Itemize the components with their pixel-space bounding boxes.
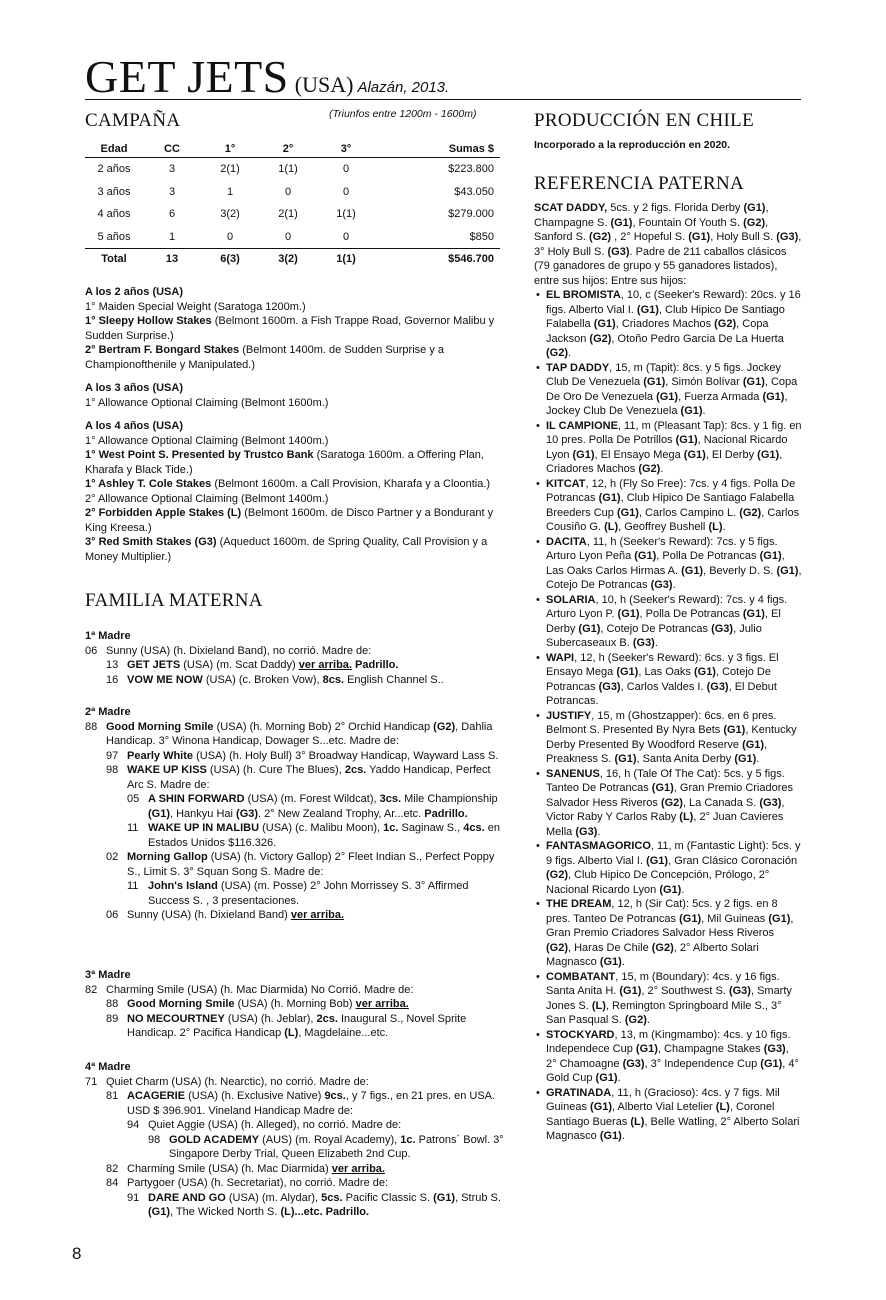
produce-entry: 06 Sunny (USA) (h. Dixieland Band) ver arriba. <box>106 909 345 921</box>
list-item: • SOLARIA, 10, h (Seeker's Reward): 7cs. y 4 figs. Arturo Lyon P. (G1), Polla De Potrancas (G1), El Derby (G1), Cotejo De Potrancas (G3), Julio Subercaseaux B. (G3). <box>536 593 788 649</box>
dam-heading: 3ª Madre <box>85 969 131 981</box>
campaign-table <box>85 140 500 269</box>
record-line: 1° Allowance Optional Claiming (Belmont 1600m.) <box>85 396 329 409</box>
table-cell: 6(3) <box>201 249 259 270</box>
table-cell: $279.000 <box>448 208 494 221</box>
horse-title <box>85 50 449 103</box>
record-line <box>85 535 500 564</box>
table-cell: 4 años <box>97 208 131 221</box>
table-cell: 0 <box>284 230 292 243</box>
produce-entry: 94 Quiet Aggie (USA) (h. Alleged), no corrió. Madre de: <box>127 1119 402 1131</box>
horse-coat-year: Alazán, 2013. <box>357 79 450 96</box>
column-header: CC <box>143 140 201 158</box>
produce-entry: 02 Morning Gallop (USA) (h. Victory Gallop) 2° Fleet Indian S., Perfect Poppy S., Limit S. 3° Squan Song S. Madre de: <box>106 851 495 878</box>
table-header-row <box>85 140 500 158</box>
sire-progeny-list <box>534 288 802 1144</box>
table-cell: 2(1) <box>278 208 298 221</box>
race-detail: (Belmont 1600m. a Fish Trappe Road, Governor Malibu y Sudden Surprise.) <box>85 315 495 342</box>
produce-entry: 16 VOW ME NOW (USA) (c. Broken Vow), 8cs. English Channel S.. <box>106 673 444 686</box>
table-cell: 3 años <box>97 185 131 198</box>
race-name: 1° Ashley T. Cole Stakes <box>85 478 212 490</box>
column-header: Sumas $ <box>375 140 500 158</box>
first-dam-section <box>85 629 505 687</box>
race-name: 2° Forbidden Apple Stakes (L) <box>85 507 242 519</box>
produccion-heading: PRODUCCIÓN EN CHILE <box>534 110 754 131</box>
table-cell: 3 <box>168 163 176 176</box>
table-cell: $850 <box>469 230 494 243</box>
table-row <box>85 181 500 204</box>
table-cell: 0 <box>342 163 350 176</box>
produce-entry: 98 WAKE UP KISS (USA) (h. Cure The Blues), 2cs. Yaddo Handicap, Perfect Arc S. Madre de: <box>106 764 491 791</box>
produce-entry: 13 GET JETS (USA) (m. Scat Daddy) ver arriba. Padrillo. <box>106 659 399 671</box>
table-cell: 1 <box>168 230 176 243</box>
list-item: • STOCKYARD, 13, m (Kingmambo): 4cs. y 10 figs. Independece Cup (G1), Champagne Stakes (G3), 2° Chamoagne (G3), 3° Independence Cup (G1), 4° Gold Cup (G1). <box>536 1028 799 1084</box>
referencia-paterna-text <box>534 201 802 1144</box>
list-item: • JUSTIFY, 15, m (Ghostzapper): 6cs. en 6 pres. Belmont S. Presented By Nyra Bets (G1), Kentucky Derby Presented By Woodford Reserve (G1), Preakness S. (G1), Santa Anita Derby (G1). <box>536 709 797 765</box>
campana-heading: CAMPAÑA <box>85 110 181 131</box>
table-cell: $223.800 <box>448 163 494 176</box>
record-line: 2° Allowance Optional Claiming (Belmont 1400m.) <box>85 492 329 505</box>
table-cell: 3(2) <box>259 249 317 270</box>
table-cell: 1(1) <box>278 163 298 176</box>
table-cell: 2 años <box>97 163 131 176</box>
familia-heading: FAMILIA MATERNA <box>85 590 263 611</box>
list-item: • EL BROMISTA, 10, c (Seeker's Reward): 20cs. y 16 figs. Alberto Vial I. (G1), Club Hipico De Santiago Falabella (G1), Criadores Machos (G2), Copa Jackson (G2), Otoño Pedro Garcia De La Huerta (G2). <box>536 289 801 359</box>
table-cell: 5 años <box>97 230 131 243</box>
record-line <box>85 506 500 535</box>
table-cell: 3 <box>168 185 176 198</box>
list-item: • WAPI, 12, h (Seeker's Reward): 6cs. y 3 figs. El Ensayo Mega (G1), Las Oaks (G1), Cotejo De Potrancas (G3), Carlos Valdes I. (G3), El Debut Potrancas. <box>536 651 779 707</box>
race-name: 2° Bertram F. Bongard Stakes <box>85 344 240 356</box>
page-number: 8 <box>72 1244 82 1263</box>
record-line <box>85 477 500 492</box>
record-year-heading: A los 3 años (USA) <box>85 382 183 394</box>
column-header: 3° <box>317 140 375 158</box>
table-cell: 3(2) <box>220 208 240 221</box>
list-item: • DACITA, 11, h (Seeker's Reward): 7cs. y 5 figs. Arturo Lyon Peña (G1), Polla De Potrancas (G1), Las Oaks Carlos Hirmas A. (G1), Beverly D. S. (G1), Cotejo De Potrancas (G3). <box>536 535 802 591</box>
table-row <box>85 203 500 226</box>
record-line <box>85 448 500 477</box>
column-header: 1° <box>201 140 259 158</box>
table-cell: 1(1) <box>336 208 356 221</box>
dam-entry: 88 Good Morning Smile (USA) (h. Morning Bob) 2° Orchid Handicap (G2), Dahlia Handicap. 3° Winona Handicap, Dowager S...etc. Madre de: <box>85 720 493 747</box>
table-cell: 0 <box>284 185 292 198</box>
race-name: 1° Sleepy Hollow Stakes <box>85 315 212 327</box>
table-row <box>85 158 500 181</box>
list-item: • KITCAT, 12, h (Fly So Free): 7cs. y 4 figs. Polla De Potrancas (G1), Club Hipico De Santiago Falabella Breeders Cup (G1), Carlos Campino L. (G2), Carlos Cousiño G. (L), Geoffrey Bushell (L). <box>536 477 800 533</box>
table-cell: 6 <box>168 208 176 221</box>
table-row <box>85 226 500 249</box>
record-year-heading: A los 4 años (USA) <box>85 420 183 432</box>
record-line: 1° Allowance Optional Claiming (Belmont 1400m.) <box>85 434 329 447</box>
list-item: • GRATINADA, 11, h (Gracioso): 4cs. y 7 figs. Mil Guineas (G1), Alberto Vial Letelier (L), Coronel Santiago Bueras (L), Belle Watling, 2° Alberto Solari Magnasco (G1). <box>536 1086 800 1142</box>
dam-entry: 06 Sunny (USA) (h. Dixieland Band), no corrió. Madre de: <box>85 644 372 657</box>
produce-entry: 84 Partygoer (USA) (h. Secretariat), no corrió. Madre de: <box>106 1177 389 1189</box>
produce-entry: 91 DARE AND GO (USA) (m. Alydar), 5cs. Pacific Classic S. (G1), Strub S. (G1), The Wicked North S. (L)...etc. Padrillo. <box>127 1191 501 1218</box>
race-record <box>85 285 500 564</box>
race-detail: (Aqueduct 1600m. de Spring Quality, Call Provision y a Money Multiplier.) <box>85 536 488 563</box>
dam-entry: 82 Charming Smile (USA) (h. Mac Diarmida) No Corrió. Madre de: <box>85 983 414 996</box>
table-cell: 2(1) <box>220 163 240 176</box>
record-line: 1° Maiden Special Weight (Saratoga 1200m.) <box>85 300 306 313</box>
produce-entry: 11 John's Island (USA) (m. Posse) 2° John Morrissey S. 3° Affirmed Success S. , 3 presentaciones. <box>127 880 469 907</box>
third-dam-section <box>85 968 505 1041</box>
table-cell: $43.050 <box>454 185 494 198</box>
race-name: 1° West Point S. Presented by Trustco Bank <box>85 449 314 461</box>
horse-name: GET JETS <box>85 51 289 102</box>
list-item: • IL CAMPIONE, 11, m (Pleasant Tap): 8cs. y 1 fig. en 10 pres. Polla De Potrillos (G1), Nacional Ricardo Lyon (G1), El Ensayo Mega (G1), El Derby (G1), Criadores Machos (G2). <box>536 419 802 475</box>
referencia-heading: REFERENCIA PATERNA <box>534 173 745 194</box>
column-header: 2° <box>259 140 317 158</box>
produce-entry: 89 NO MECOURTNEY (USA) (h. Jeblar), 2cs. Inaugural S., Novel Sprite Handicap. 2° Pacifica Handicap (L), Magdelaine...etc. <box>106 1012 467 1039</box>
produce-entry: 11 WAKE UP IN MALIBU (USA) (c. Malibu Moon), 1c. Saginaw S., 4cs. en Estados Unidos $116.326. <box>127 822 500 849</box>
produce-entry: 88 Good Morning Smile (USA) (h. Morning Bob) ver arriba. <box>106 998 409 1010</box>
table-cell: 0 <box>342 230 350 243</box>
dam-heading: 4ª Madre <box>85 1061 131 1073</box>
produccion-text: Incorporado a la reproducción en 2020. <box>534 139 731 151</box>
table-total-row <box>85 249 500 270</box>
list-item: • SANENUS, 16, h (Tale Of The Cat): 5cs. y 5 figs. Tanteo De Potrancas (G1), Gran Premio Criadores Salvador Hess Riveros (G2), La Canada S. (G3), Victor Raby Y Carlos Raby (L), 2° Juan Cavieres Mella (G3). <box>536 767 794 838</box>
sire-summary: SCAT DADDY, 5cs. y 2 figs. Florida Derby (G1), Champagne S. (G1), Fountain Of Youth S. (G2), Sanford S. (G2) , 2° Hopeful S. (G1), Holy Bull S. (G3), 3° Holy Bull S. (G3). Padre de 211 caballos clásicos (79 ganadores de grupo y 55 ganadores listados), entre sus hijos: Entre sus hijos: <box>534 202 802 287</box>
table-cell: 0 <box>342 185 350 198</box>
list-item: • COMBATANT, 15, m (Boundary): 4cs. y 16 figs. Santa Anita H. (G1), 2° Southwest S. (G3), Smarty Jones S. (L), Remington Springboard Mile S., 3° San Pasqual S. (G2). <box>536 970 792 1026</box>
list-item: • TAP DADDY, 15, m (Tapit): 8cs. y 5 figs. Jockey Club De Venezuela (G1), Simón Bolívar (G1), Copa De Oro De Venezuela (G1), Fuerza Armada (G1), Jockey Club De Venezuela (G1). <box>536 361 798 417</box>
produce-entry: 97 Pearly White (USA) (h. Holy Bull) 3° Broadway Handicap, Wayward Lass S. <box>106 749 499 762</box>
table-cell: $546.700 <box>375 249 500 270</box>
produce-entry: 98 GOLD ACADEMY (AUS) (m. Royal Academy), 1c. Patrons´ Bowl. 3° Singapore Derby Trial, Queen Elizabeth 2nd Cup. <box>148 1133 504 1160</box>
dam-heading: 1ª Madre <box>85 630 131 642</box>
table-cell: 1(1) <box>317 249 375 270</box>
title-divider <box>85 99 801 100</box>
race-detail: (Belmont 1600m. a Call Provision, Kharafa y a Cloontia.) <box>211 478 491 490</box>
campana-note: (Triunfos entre 1200m - 1600m) <box>329 108 477 120</box>
fourth-dam-section <box>85 1060 505 1220</box>
column-header: Edad <box>85 140 143 158</box>
race-name: 3° Red Smith Stakes (G3) <box>85 536 217 548</box>
table-cell: 1 <box>226 185 234 198</box>
dam-entry: 71 Quiet Charm (USA) (h. Nearctic), no corrió. Madre de: <box>85 1075 369 1088</box>
record-line <box>85 314 500 343</box>
produce-entry: 81 ACAGERIE (USA) (h. Exclusive Native) 9cs., y 7 figs., en 21 pres. en USA. USD $ 396.901. Vineland Handicap Madre de: <box>106 1090 496 1117</box>
list-item: • THE DREAM, 12, h (Sir Cat): 5cs. y 2 figs. en 8 pres. Tanteo De Potrancas (G1), Mil Guineas (G1), Gran Premio Criadores Salvador Hess Riveros (G2), Haras De Chile (G2), 2° Alberto Solari Magnasco (G1). <box>536 898 794 968</box>
produce-entry: 05 A SHIN FORWARD (USA) (m. Forest Wildcat), 3cs. Mile Championship (G1), Hankyu Hai (G3). 2° New Zealand Trophy, Ar...etc. Padrillo. <box>127 793 498 820</box>
table-cell: 13 <box>143 249 201 270</box>
second-dam-section <box>85 705 505 923</box>
table-cell: 0 <box>226 230 234 243</box>
race-detail: (Belmont 1400m. de Sudden Surprise y a Championofthenile y Manipulated.) <box>85 344 445 371</box>
dam-heading: 2ª Madre <box>85 706 131 718</box>
list-item: • FANTASMAGORICO, 11, m (Fantastic Light): 5cs. y 9 figs. Alberto Vial I. (G1), Gran Clásico Coronación (G2), Club Hipico De Concepción, Prólogo, 2° Nacional Ricardo Lyon (G1). <box>536 840 801 896</box>
record-line <box>85 343 500 372</box>
produce-entry: 82 Charming Smile (USA) (h. Mac Diarmida) ver arriba. <box>106 1162 385 1175</box>
horse-country: (USA) <box>294 72 354 97</box>
race-detail: (Saratoga 1600m. a Offering Plan, Kharafa y Black Tide.) <box>85 449 484 476</box>
record-year-heading: A los 2 años (USA) <box>85 286 183 298</box>
table-cell: Total <box>85 249 143 270</box>
race-detail: (Belmont 1600m. de Disco Partner y a Bondurant y King Kreesa.) <box>85 507 494 534</box>
